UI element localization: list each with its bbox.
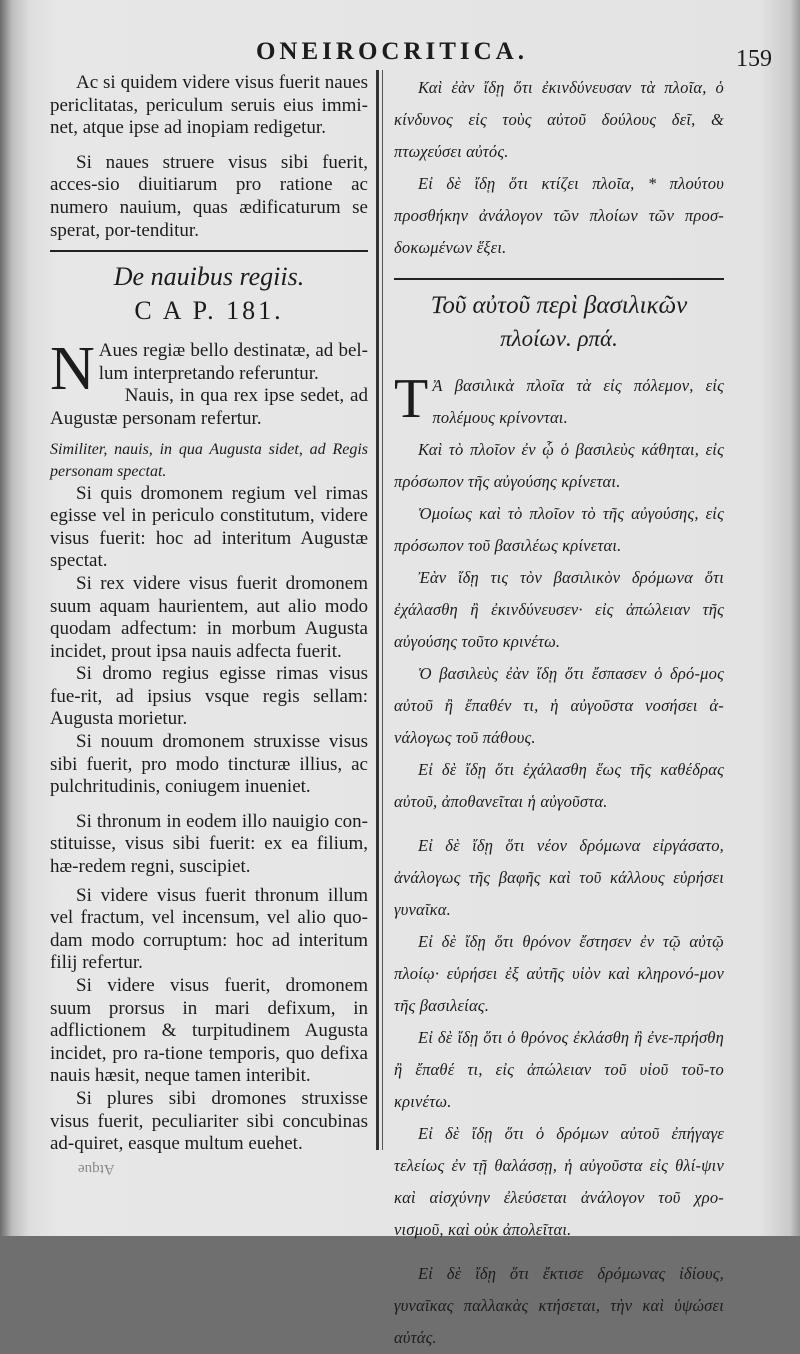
latin-paragraph: Si naues struere visus sibi fuerit, acces-sio diuitiarum pro ratione ac numero nauium, quas ædificaturum se sperat, por-tenditur. — [50, 151, 368, 241]
greek-paragraph: Εἰ δὲ ἴδῃ ὅτι ὁ δρόμων αὐτοῦ ἐπήγαγε τελείως ἐν τῇ θαλάσσῃ, ἡ αὐγοῦστα εἰς θλί-ψιν καὶ αἰσχύνην ἐλεύσεται ἀνάλογον τοῦ χρο-νισμοῦ, καὶ οὐκ ἀπολεῖται. — [394, 1124, 724, 1239]
greek-paragraph: Εἰ δὲ ἴδῃ ὅτι θρόνον ἔστησεν ἐν τῷ αὐτῷ πλοίῳ· εὑρήσει ἐξ αὐτῆς υἱὸν καὶ κληρονό-μον τῆς βασιλείας. — [394, 932, 724, 1015]
section-rule — [50, 250, 368, 252]
greek-paragraph: Εἰ δὲ ἴδῃ ὅτι νέον δρόμωνα εἰργάσατο, ἀνάλογως τῆς βαφῆς καὶ τοῦ κάλλους εὑρήσει γυναῖκα. — [394, 836, 724, 919]
greek-paragraph: Καὶ τὸ πλοῖον ἐν ᾧ ὁ βασιλεὺς κάθηται, εἰς πρόσωπον τῆς αὐγούσης κρίνεται. — [394, 440, 724, 491]
greek-section-title: Τοῦ αὐτοῦ περὶ βασιλικῶν — [430, 292, 688, 319]
column-divider-thin — [382, 70, 383, 1150]
greek-paragraph: Ὁ βασιλεὺς ἐὰν ἴδῃ ὅτι ἔσπασεν ὁ δρό-μος αὐτοῦ ἢ ἔπαθέν τι, ἡ αὐγοῦστα νοσήσει ἀ-νάλογως τοῦ πάθους. — [394, 664, 724, 747]
page-number: 159 — [736, 46, 772, 72]
drop-cap: N — [50, 335, 95, 404]
drop-cap: Τ — [394, 368, 429, 430]
column-divider — [376, 70, 379, 1150]
section-rule — [394, 278, 724, 280]
catchword: Atque — [78, 1161, 115, 1177]
latin-section-title: De nauibus regiis. — [113, 262, 305, 292]
latin-paragraph: Si quis dromonem regium vel rimas egisse vel in periculo constitutum, videre visus fuerit: hoc ad interitum Augustæ spectat. — [50, 482, 368, 572]
first-paragraph-text: Aues regiæ bello destinatæ, ad bel-lum interpretando referuntur. — [98, 340, 368, 384]
greek-paragraph: Εἰ δὲ ἴδῃ ὅτι ἐχάλασθη ἕως τῆς καθέδρας αὐτοῦ, ἀποθανεῖται ἡ αὐγοῦστα. — [394, 760, 724, 811]
greek-first-paragraph — [394, 370, 724, 434]
greek-paragraph: Εἰ δὲ ἴδῃ ὅτι ὁ θρόνος ἐκλάσθη ἢ ἐνε-πρήσθη ἢ ἔπαθέ τι, εἰς ἀπώλειαν τοῦ υἱοῦ τοῦ-το κρινέτω. — [394, 1028, 724, 1111]
latin-paragraph: Nauis, in qua rex ipse sedet, ad Augustæ personam refertur. — [50, 385, 368, 429]
greek-paragraph: Εἰ δὲ ἴδῃ ὅτι ἔκτισε δρόμωνας ἰδίους, γυναῖκας παλλακὰς κτήσεται, τὴν καὶ ὑψώσει αὐτάς. — [394, 1264, 724, 1347]
latin-paragraph: Ac si quidem videre visus fuerit naues periclitatas, periculum seruis eius immi-net, atque ipse ad inopiam redigetur. — [50, 72, 368, 139]
first-paragraph-text: Ἀ βασιλικὰ πλοῖα τὰ εἰς πόλεμον, εἰς πολέμους κρίνονται. — [432, 376, 724, 427]
greek-paragraph: Ἐὰν ἴδῃ τις τὸν βασιλικὸν δρόμωνα ὅτι ἐχάλασθη ἢ ἐκινδύνευσεν· εἰς ἀπώλειαν τῆς αὐγούσης τοῦτο κρινέτω. — [394, 568, 724, 651]
latin-paragraph: Si videre visus fuerit thronum illum vel fractum, vel incensum, vel alio quo-dam modo corruptum: hoc ad interitum filij refertur. — [50, 884, 368, 974]
greek-paragraph: Εἰ δὲ ἴδῃ ὅτι κτίζει πλοῖα, * πλούτου προσθήκην ἀνάλογον τῶν πλοίων τῶν προσ-δοκωμένων ἕξει. — [394, 174, 724, 257]
latin-paragraph: Si dromo regius egisse rimas visus fue-rit, ad ipsius vsque regis sellam: Augusta morietur. — [50, 663, 368, 730]
greek-section-subtitle: πλοίων. ρπά. — [500, 326, 618, 351]
latin-paragraph: Si videre visus fuerit, dromonem suum prorsus in mari defixum, in adflictionem & turpitudinem Augusta incidet, pro ra-tione temporis, quo defixa nauis hæsit, neque tamen interibit. — [50, 975, 368, 1087]
latin-first-paragraph — [50, 335, 368, 404]
greek-paragraph: Ὁμοίως καὶ τὸ πλοῖον τὸ τῆς αὐγούσης, εἰς πρόσωπον τοῦ βασιλέως κρίνεται. — [394, 504, 724, 555]
running-title: ONEIROCRITICA. — [255, 38, 528, 65]
latin-paragraph: Si nouum dromonem struxisse visus sibi fuerit, pro modo tincturæ illius, ac pulchritudinis, coniugem inueniet. — [50, 731, 368, 798]
latin-paragraph: Si rex videre visus fuerit dromonem suum aquam haurientem, aut alio modo quodam adfectum: in morbum Augusta incidet, prout ipsa nauis adfecta fuerit. — [50, 572, 368, 662]
latin-italic-note: Similiter, nauis, in qua Augusta sidet, ad Regis personam spectat. — [50, 440, 368, 480]
latin-paragraph: Si thronum in eodem illo nauigio con-stituisse, visus sibi fuerit: ex ea filium, hæ-redem regni, suscipiet. — [50, 810, 368, 878]
latin-chapter-number: C A P. 181. — [134, 296, 284, 326]
greek-column — [394, 72, 724, 1354]
greek-paragraph: Καὶ ἐὰν ἴδῃ ὅτι ἐκινδύνευσαν τὰ πλοῖα, ὁ κίνδυνος εἰς τοὺς αὐτοῦ δούλους δεῖ, & πτωχεύσει αὐτός. — [394, 78, 724, 161]
latin-column — [50, 72, 368, 1156]
latin-paragraph: Si plures sibi dromones struxisse visus fuerit, peculiariter sibi concubinas ad-quiret, easque multum euehet. — [50, 1087, 368, 1155]
